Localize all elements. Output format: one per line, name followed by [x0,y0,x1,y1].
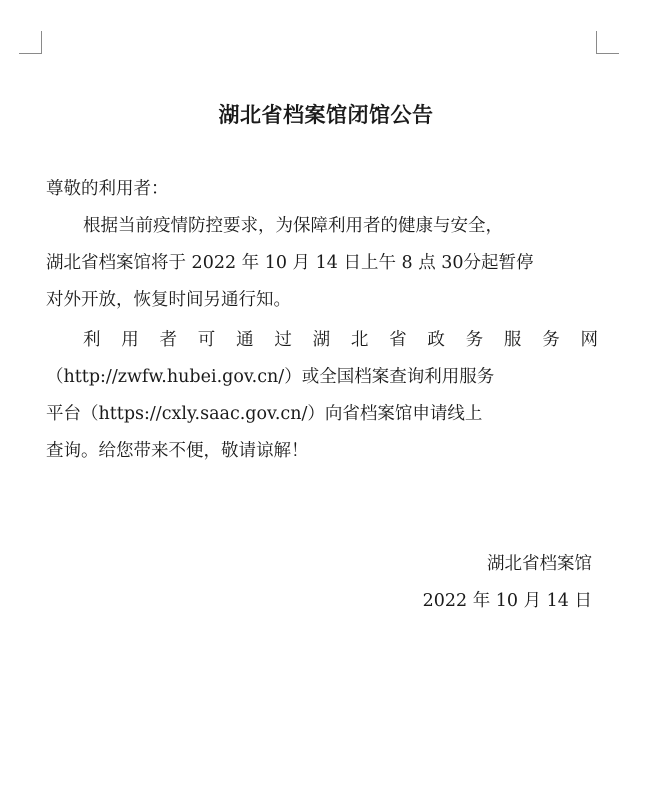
paragraph2-char: 过 [274,330,292,350]
signature-date: 2022 年 10 月 14 日 [422,591,592,611]
salutation: 尊敬的利用者： [46,179,169,199]
paragraph2-char: 通 [236,330,254,350]
paragraph2-char: 服 [503,330,522,350]
signature-organization: 湖北省档案馆 [487,554,592,574]
paragraph2-line1 [46,322,598,359]
paragraph1-line3: 对外开放，恢复时间另通行知。 [46,290,291,310]
paragraph2-line3: 平台（https://cxly.saac.gov.cn/）向省档案馆申请线上 [46,404,483,424]
paragraph2-char: 务 [542,330,560,350]
paragraph2-char: 可 [197,330,216,350]
crop-mark-top-right [596,31,619,54]
paragraph-online-query [46,322,598,470]
paragraph1-line2: 湖北省档案馆将于 2022 年 10 月 14 日上午 8 点 30分起暂停 [46,253,534,273]
paragraph-closure-notice [46,208,598,319]
paragraph2-char: 务 [465,330,484,350]
paragraph2-char: 湖 [312,330,331,350]
paragraph2-char: 网 [580,330,598,350]
paragraph2-char: 利 [83,330,101,350]
paragraph2-line4: 查询。给您带来不便，敬请谅解！ [46,441,309,461]
paragraph1-line1: 根据当前疫情防控要求，为保障利用者的健康与安全， [83,216,503,236]
paragraph2-char: 北 [350,330,369,350]
notice-title: 湖北省档案馆闭馆公告 [218,102,434,127]
paragraph2-char: 政 [427,330,445,350]
paragraph2-char: 者 [159,330,178,350]
crop-mark-top-left [19,31,42,54]
paragraph2-char: 省 [389,330,407,350]
paragraph2-line2: （http://zwfw.hubei.gov.cn/）或全国档案查询利用服务 [46,367,495,387]
paragraph2-char: 用 [121,330,139,350]
